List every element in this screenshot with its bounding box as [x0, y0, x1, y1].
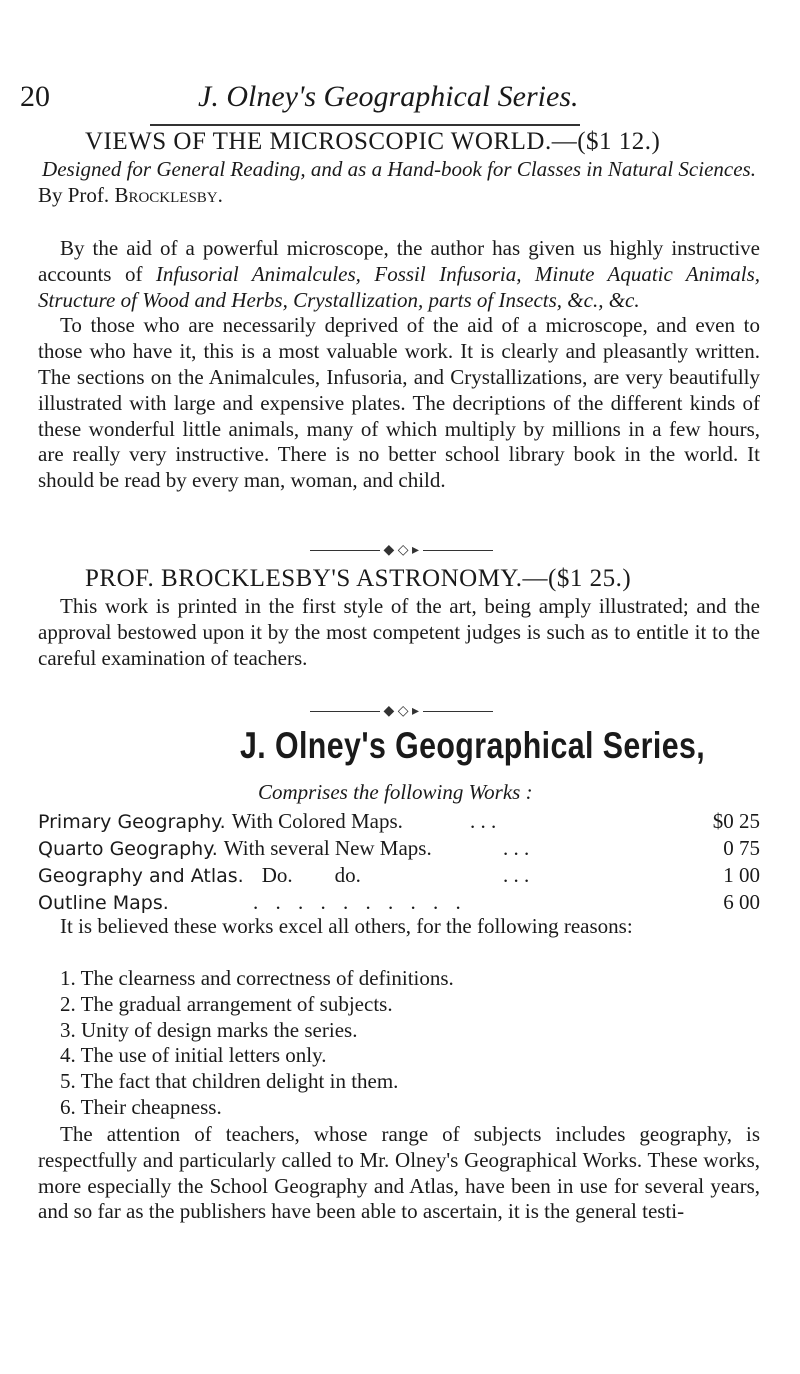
price-row	[38, 835, 760, 862]
series-title: J. Olney's Geographical Series,	[240, 725, 706, 766]
microscopic-body	[38, 236, 760, 494]
microscopic-p2: To those who are necessarily deprived of the aid of a microscope, and even to those who have it, this is a most valuable work. It is clearly and pleasantly written. The sections on the Animalcules, Infusoria, and Crystallizations, are very beautifully illustrated with large and expensive plates. The decriptions of the different kinds of these wonderful little animals, many of which multiply by millions in a few hours, are really very instructive. There is no better school library book in the world. It should be read by every man, woman, and child.	[38, 313, 760, 493]
work-price: 1 00	[723, 863, 760, 887]
leader-dots: . . .	[503, 863, 530, 887]
leader-dots: . . . . . . . . . .	[253, 890, 467, 914]
microscopic-heading: VIEWS OF THE MICROSCOPIC WORLD.—($1 12.)	[85, 128, 661, 155]
astronomy-heading: PROF. BROCKLESBY'S ASTRONOMY.—($1 25.)	[85, 565, 632, 592]
work-price: 6 00	[723, 890, 760, 914]
list-item: 2. The gradual arrangement of subjects.	[60, 991, 393, 1016]
work-name: Geography and Atlas.	[38, 865, 244, 887]
price-row	[38, 862, 760, 889]
list-item: 3. Unity of design marks the series.	[60, 1017, 358, 1042]
page-number: 20	[20, 80, 50, 113]
running-title: J. Olney's Geographical Series.	[198, 80, 579, 113]
price-table	[38, 808, 760, 916]
designed-for-text: Designed for General Reading, and as a Hand-book for Classes in Natural Sciences.	[42, 157, 756, 181]
astronomy-body	[38, 594, 760, 671]
work-desc: Do. do.	[261, 863, 361, 887]
work-price: $0 25	[712, 809, 760, 833]
ornament-divider-2	[310, 703, 493, 720]
author-name: Brocklesby.	[114, 182, 223, 207]
microscopic-p1-lead: By the aid of a powerful microscope, the author has given us highly instructive accounts of	[38, 236, 760, 286]
price-row	[38, 808, 760, 835]
list-item: 5. The fact that children delight in them.	[60, 1069, 399, 1094]
price-row	[38, 889, 760, 916]
leader-dots: . . .	[503, 836, 530, 860]
reasons-intro	[38, 914, 760, 940]
reasons-list	[60, 966, 454, 1121]
closing-text: The attention of teachers, whose range of subjects includes geography, is respectfully and particularly called to Mr. Olney's Geographical Works. These works, more especially the School Geography and Atlas, have been in use for several years, and so far as the publishers have been able to ascertain, it is the general testi-	[38, 1122, 760, 1224]
list-item: 6. Their cheapness.	[60, 1094, 222, 1119]
leader-dots: . . .	[470, 809, 497, 833]
ornament-glyph: ◆ ◇ ▸	[383, 704, 420, 719]
work-name: Primary Geography.	[38, 811, 226, 833]
work-name: Quarto Geography.	[38, 838, 218, 860]
microscopic-intro	[38, 157, 760, 209]
ornament-glyph: ◆ ◇ ▸	[383, 543, 420, 558]
reasons-intro-text: It is believed these works excel all others, for the following reasons:	[60, 914, 633, 938]
microscopic-p1-italic: Infusorial Animalcules, Fossil Infusoria, Minute Aquatic Animals, Structure of Wood and Herbs, Crystallization, parts of Insects, &c., &c.	[38, 261, 761, 312]
work-name: Outline Maps.	[38, 892, 169, 914]
list-item: 1. The clearness and correctness of definitions.	[60, 966, 454, 990]
list-item: 4. The use of initial letters only.	[60, 1043, 327, 1068]
astronomy-text: This work is printed in the first style of the art, being amply illustrated; and the approval bestowed upon it by the most competent judges is such as to entitle it to the careful examination of teachers.	[38, 594, 760, 670]
work-price: 0 75	[723, 836, 760, 860]
work-desc: With several New Maps.	[223, 836, 432, 860]
running-head	[20, 80, 770, 120]
work-desc: With Colored Maps.	[231, 809, 403, 833]
ornament-divider-1	[310, 542, 493, 559]
closing-paragraph	[38, 1122, 760, 1225]
header-rule	[150, 124, 580, 126]
by-prof-text: By Prof.	[38, 182, 110, 207]
series-subtitle: Comprises the following Works :	[258, 780, 533, 804]
